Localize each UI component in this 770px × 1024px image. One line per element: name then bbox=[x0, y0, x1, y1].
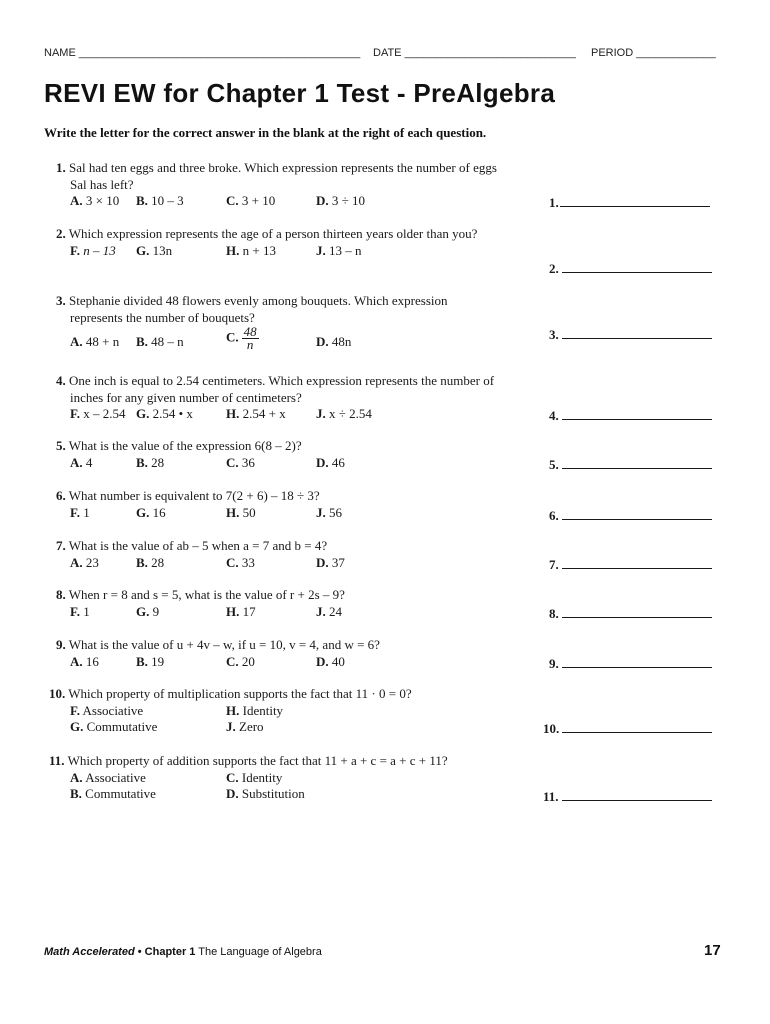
question-text: Which property of multiplication supports the fact that 11 · 0 = 0? bbox=[68, 686, 412, 701]
choice-g[interactable]: G. 16 bbox=[136, 504, 166, 520]
choice-j[interactable]: J. 13 – n bbox=[316, 242, 362, 258]
answer-blank-3[interactable]: 3. bbox=[549, 327, 712, 343]
page-footer bbox=[44, 946, 322, 958]
choice-d[interactable]: D. 48n bbox=[316, 334, 352, 349]
choice-g[interactable]: G. 13n bbox=[136, 242, 173, 258]
choice-d[interactable]: D. 3 ÷ 10 bbox=[316, 193, 366, 208]
question-3 bbox=[56, 293, 526, 354]
question-number: 9. bbox=[56, 637, 66, 652]
choice-g[interactable]: G. 2.54 • x bbox=[136, 406, 193, 421]
choice-b[interactable]: B. 10 – 3 bbox=[136, 193, 184, 208]
choice-c[interactable]: C. 20 bbox=[226, 653, 255, 669]
period-label: PERIOD bbox=[591, 47, 634, 59]
choice-j[interactable]: J. x ÷ 2.54 bbox=[316, 406, 372, 421]
answer-blank-8[interactable]: 8. bbox=[549, 606, 712, 622]
choice-b[interactable]: B. Commutative bbox=[70, 786, 156, 801]
question-number: 6. bbox=[56, 488, 66, 503]
question-7 bbox=[56, 538, 526, 571]
choice-g[interactable]: G. Commutative bbox=[70, 719, 158, 734]
question-10 bbox=[49, 686, 519, 736]
question-1 bbox=[56, 160, 526, 210]
choice-a[interactable]: A. 3 × 10 bbox=[70, 193, 120, 208]
question-4 bbox=[56, 373, 526, 423]
answer-blank-9[interactable]: 9. bbox=[549, 656, 712, 672]
answer-blank-7[interactable]: 7. bbox=[549, 557, 712, 573]
choice-f[interactable]: F. x – 2.54 bbox=[70, 406, 126, 421]
question-text: What is the value of the expression 6(8 – 2)? bbox=[68, 438, 302, 453]
name-blank[interactable]: ______________________________________________ bbox=[78, 47, 361, 59]
question-text: Which expression represents the age of a person thirteen years older than you? bbox=[68, 226, 478, 241]
question-number: 4. bbox=[56, 373, 66, 388]
choice-b[interactable]: B. 28 bbox=[136, 454, 165, 470]
footer-bullet: • bbox=[137, 946, 142, 958]
date-blank[interactable]: ____________________________ bbox=[404, 47, 576, 59]
choice-h[interactable]: H. Identity bbox=[226, 702, 284, 718]
choice-j[interactable]: J. Zero bbox=[226, 719, 264, 734]
question-5 bbox=[56, 438, 526, 471]
question-number: 5. bbox=[56, 438, 66, 453]
choice-h[interactable]: H. 2.54 + x bbox=[226, 406, 286, 421]
page-title: REVI EW for Chapter 1 Test - PreAlgebra bbox=[44, 78, 556, 108]
choice-j[interactable]: J. 56 bbox=[316, 504, 342, 520]
question-text: What number is equivalent to 7(2 + 6) – 18 ÷ 3? bbox=[68, 488, 320, 503]
question-number: 11. bbox=[49, 753, 65, 768]
name-field[interactable] bbox=[44, 47, 360, 59]
page-number: 17 bbox=[704, 942, 721, 959]
choice-d[interactable]: D. 37 bbox=[316, 554, 345, 570]
choice-c[interactable]: C. $\frac{48}{n}$ bbox=[226, 324, 257, 352]
period-blank[interactable]: _____________ bbox=[636, 47, 716, 59]
choice-c[interactable]: C. 36 bbox=[226, 454, 255, 470]
choice-b[interactable]: B. 28 bbox=[136, 554, 165, 570]
date-label: DATE bbox=[373, 47, 402, 59]
choice-c[interactable]: C. Identity bbox=[226, 769, 283, 785]
question-text: When r = 8 and s = 5, what is the value of r + 2s – 9? bbox=[68, 587, 345, 602]
question-6 bbox=[56, 488, 526, 521]
question-8 bbox=[56, 587, 526, 620]
question-text: What is the value of u + 4v – w, if u = 10, v = 4, and w = 6? bbox=[68, 637, 380, 652]
question-number: 2. bbox=[56, 226, 66, 241]
choice-f[interactable]: F. 1 bbox=[70, 603, 90, 619]
choice-j[interactable]: J. 24 bbox=[316, 603, 342, 619]
answer-blank-11[interactable]: 11. bbox=[543, 789, 712, 805]
choice-a[interactable]: A. 23 bbox=[70, 554, 99, 570]
choice-d[interactable]: D. Substitution bbox=[226, 786, 305, 801]
footer-chapter: Chapter 1 bbox=[144, 946, 196, 958]
question-number: 1. bbox=[56, 160, 66, 175]
choice-h[interactable]: H. 17 bbox=[226, 603, 256, 619]
question-11 bbox=[49, 753, 519, 803]
choice-f[interactable]: F. Associative bbox=[70, 702, 144, 718]
answer-blank-2[interactable]: 2. bbox=[549, 261, 712, 277]
choice-c[interactable]: C. 3 + 10 bbox=[226, 193, 276, 208]
choice-d[interactable]: D. 46 bbox=[316, 454, 345, 470]
answer-blank-10[interactable]: 10. bbox=[543, 721, 712, 737]
choice-h[interactable]: H. 50 bbox=[226, 504, 256, 520]
question-number: 7. bbox=[56, 538, 66, 553]
fraction-48-over-n: $\frac{48}{n}$ bbox=[243, 324, 257, 352]
choice-f[interactable]: F. 1 bbox=[70, 504, 90, 520]
period-field[interactable] bbox=[591, 47, 716, 59]
footer-chapter-title: The Language of Algebra bbox=[198, 946, 322, 958]
answer-blank-1[interactable]: 1. bbox=[549, 195, 710, 211]
footer-course: Math Accelerated bbox=[44, 946, 135, 958]
question-number: 8. bbox=[56, 587, 66, 602]
answer-blank-5[interactable]: 5. bbox=[549, 457, 712, 473]
name-label: NAME bbox=[44, 47, 76, 59]
choice-h[interactable]: H. n + 13 bbox=[226, 242, 276, 258]
question-number: 10. bbox=[49, 686, 66, 701]
question-text: One inch is equal to 2.54 centimeters. Which expression represents the number of inches for any given number of centimeters? bbox=[69, 373, 495, 405]
choice-c[interactable]: C. 33 bbox=[226, 554, 255, 570]
answer-blank-4[interactable]: 4. bbox=[549, 408, 712, 424]
choice-b[interactable]: B. 19 bbox=[136, 653, 165, 669]
question-2 bbox=[56, 226, 526, 259]
choice-a[interactable]: A. 48 + n bbox=[70, 334, 120, 349]
instructions: Write the letter for the correct answer in the blank at the right of each question. bbox=[44, 125, 487, 140]
question-text: Which property of addition supports the fact that 11 + a + c = a + c + 11? bbox=[67, 753, 448, 768]
choice-a[interactable]: A. 4 bbox=[70, 454, 93, 470]
question-text: Stephanie divided 48 flowers evenly among bouquets. Which expression represents the number of bouquets? bbox=[69, 293, 448, 325]
choice-g[interactable]: G. 9 bbox=[136, 603, 160, 619]
question-text: Sal had ten eggs and three broke. Which expression represents the number of eggs Sal has left? bbox=[69, 160, 497, 192]
choice-a[interactable]: A. Associative bbox=[70, 769, 146, 785]
question-number: 3. bbox=[56, 293, 66, 308]
date-field[interactable] bbox=[373, 47, 576, 59]
question-text: What is the value of ab – 5 when a = 7 and b = 4? bbox=[68, 538, 328, 553]
choice-b[interactable]: B. 48 – n bbox=[136, 334, 184, 349]
choice-a[interactable]: A. 16 bbox=[70, 653, 99, 669]
answer-blank-6[interactable]: 6. bbox=[549, 508, 712, 524]
choice-f[interactable]: F. n – 13 bbox=[70, 242, 116, 258]
question-9 bbox=[56, 637, 526, 670]
choice-d[interactable]: D. 40 bbox=[316, 653, 345, 669]
